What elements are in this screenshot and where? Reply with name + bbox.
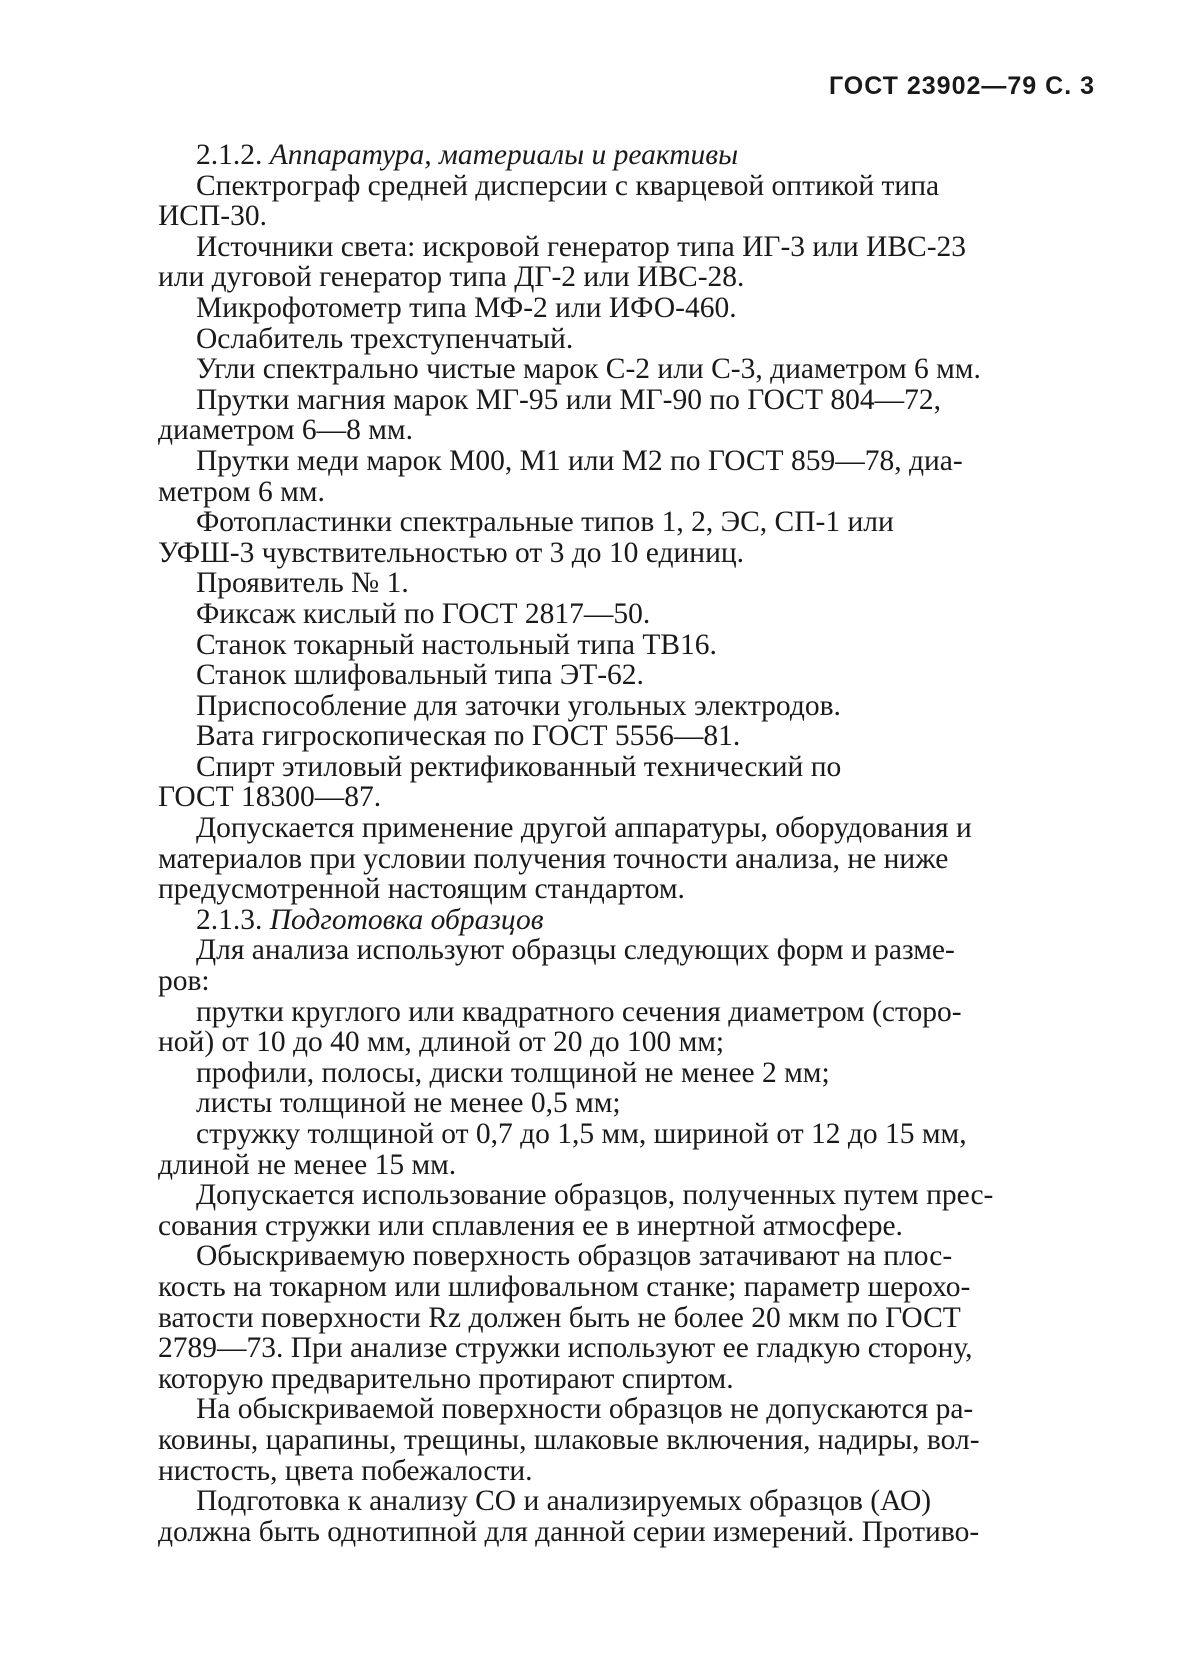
text-line: Ослабитель трехступенчатый. [196,322,574,355]
text-line: Подготовка к анализу СО и анализируемых образцов (АО) [196,1485,932,1518]
text-line: предусмотренной настоящим стандартом. [158,873,685,906]
text-line: материалов при условии получения точности анализа, не ниже [158,842,949,875]
page-header: ГОСТ 23902—79 С. 3 [828,72,1095,100]
text-line: диаметром 6—8 мм. [158,414,413,447]
section-title: Подготовка образцов [269,903,544,936]
text-line: УФШ-3 чувствительностью от 3 до 10 единиц. [158,536,745,569]
text-line: Станок токарный настольный типа ТВ16. [196,628,717,661]
text-line: Обыскриваемую поверхность образцов затачивают на плос- [196,1240,953,1273]
section-number: 2.1.3. [196,903,263,936]
text-line: Допускается использование образцов, полученных путем прес- [196,1179,994,1212]
text-line: ватости поверхности Rz должен быть не более 20 мкм по ГОСТ [158,1301,961,1334]
text-line: сования стружки или сплавления ее в инертной атмосфере. [158,1209,903,1242]
section-title: Аппаратура, материалы и реактивы [269,139,739,171]
text-line: Фиксаж кислый по ГОСТ 2817—50. [196,597,651,630]
text-line: Проявитель № 1. [196,567,409,600]
text-line: На обыскриваемой поверхности образцов не допускаются ра- [196,1393,974,1426]
text-line: кость на токарном или шлифовальном станке; параметр шерохо- [158,1270,971,1303]
text-line: Приспособление для заточки угольных электродов. [196,689,841,722]
text-line: Источники света: искровой генератор типа ИГ-3 или ИВС-23 [196,230,967,263]
text-line: Микрофотометр типа МФ-2 или ИФО-460. [196,291,737,324]
text-line: длиной не менее 15 мм. [158,1148,457,1181]
text-line: Для анализа используют образцы следующих форм и разме- [196,934,955,967]
text-line: ИСП-30. [158,200,267,233]
text-line: или дуговой генератор типа ДГ-2 или ИВС-28. [158,261,745,294]
section-heading-2-1-3 [158,905,1098,936]
text-line: Станок шлифовальный типа ЭТ-62. [196,659,644,692]
text-line: ров: [158,965,210,998]
text-line: которую предварительно протирают спиртом. [158,1362,734,1395]
text-line: Прутки магния марок МГ-95 или МГ-90 по ГОСТ 804—72, [196,383,941,416]
text-line: листы толщиной не менее 0,5 мм; [196,1087,621,1120]
text-line: ной) от 10 до 40 мм, длиной от 20 до 100 мм; [158,1026,725,1059]
text-line: стружку толщиной от 0,7 до 1,5 мм, шириной от 12 до 15 мм, [196,1118,967,1150]
text-line: прутки круглого или квадратного сечения диаметром (сторо- [196,995,962,1028]
text-line: Прутки меди марок М00, М1 или М2 по ГОСТ 859—78, диа- [196,444,963,477]
text-line: профили, полосы, диски толщиной не менее 2 мм; [196,1056,830,1089]
document-body [158,140,1098,1547]
text-line: 2789—73. При анализе стружки используют ее гладкую сторону, [158,1332,973,1365]
text-line: Спирт этиловый ректификованный технический по [196,750,842,783]
section-heading-2-1-2 [158,140,1098,171]
text-line: метром 6 мм. [158,475,325,508]
text-line: Допускается применение другой аппаратуры, оборудования и [196,812,972,845]
text-line: ковины, царапины, трещины, шлаковые включения, надиры, вол- [158,1423,980,1456]
text-line: должна быть однотипной для данной серии измерений. Противо- [158,1515,980,1548]
section-number: 2.1.2. [196,139,263,171]
text-line: нистость, цвета побежалости. [158,1454,533,1487]
text-line: Спектрограф средней дисперсии с кварцевой оптикой типа [196,169,940,202]
text-line: Угли спектрально чистые марок С-2 или С-3, диаметром 6 мм. [196,353,981,386]
text-line: ГОСТ 18300—87. [158,781,382,814]
text-line: Фотопластинки спектральные типов 1, 2, ЭС, СП-1 или [196,506,894,539]
text-line: Вата гигроскопическая по ГОСТ 5556—81. [196,720,741,753]
